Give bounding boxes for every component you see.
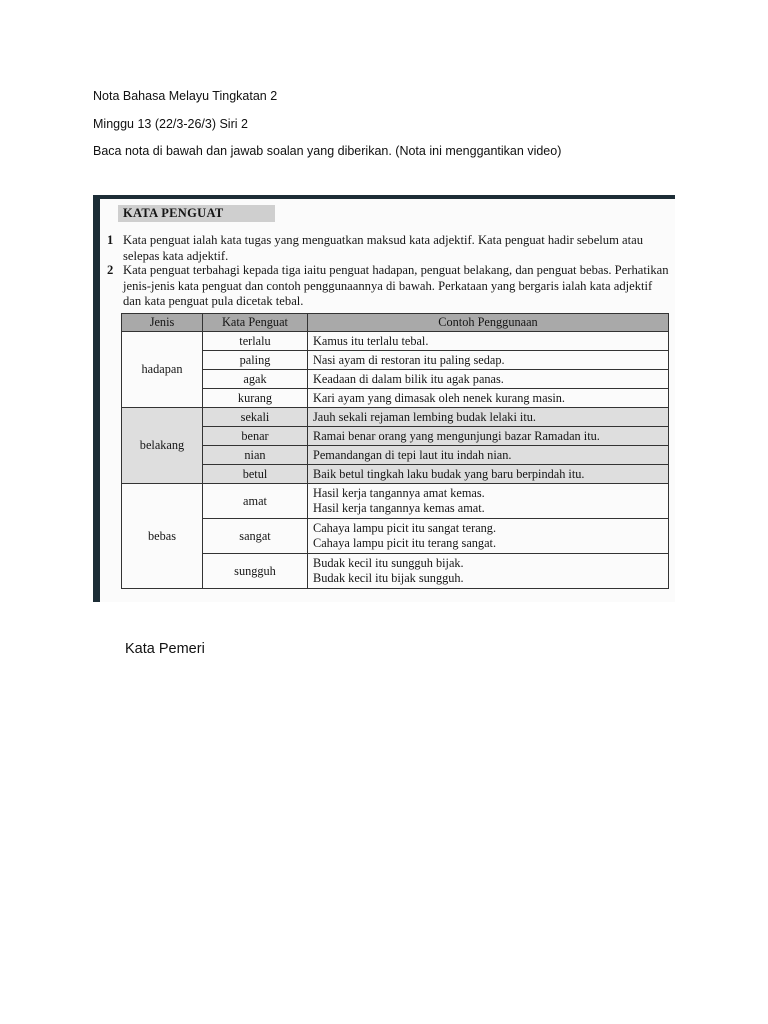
- kata-penguat-cell: sekali: [203, 408, 308, 427]
- kata-penguat-cell: sangat: [203, 519, 308, 554]
- excerpt-title: KATA PENGUAT: [118, 205, 275, 222]
- example-sentence: Budak kecil itu sungguh bijak.: [313, 556, 464, 570]
- kata-penguat-cell: nian: [203, 446, 308, 465]
- jenis-cell: hadapan: [122, 332, 203, 408]
- table-row: [122, 554, 669, 589]
- point-number: 1: [107, 233, 114, 247]
- example-sentence: Budak kecil itu bijak sungguh.: [313, 571, 464, 585]
- contoh-cell: [308, 351, 669, 370]
- table-row: [122, 332, 669, 351]
- kata-penguat-cell: amat: [203, 484, 308, 519]
- table-row: [122, 351, 669, 370]
- contoh-cell: [308, 332, 669, 351]
- contoh-cell: [308, 465, 669, 484]
- point-text: Kata penguat terbahagi kepada tiga iaitu penguat hadapan, penguat belakang, dan penguat bebas. Perhatikan jenis-jenis kata penguat dan contoh penggunaannya di bawah. Perkataan yang bergaris ialah kata adjektif dan kata penguat pula dicetak tebal.: [123, 263, 669, 308]
- example-sentence: Kamus itu terlalu tebal.: [313, 333, 429, 348]
- point-number: 2: [107, 263, 114, 277]
- contoh-cell: [308, 554, 669, 589]
- example-sentence: Jauh sekali rejaman lembing budak lelaki itu.: [313, 409, 536, 424]
- scan-top-edge: [93, 195, 675, 199]
- jenis-cell: belakang: [122, 408, 203, 484]
- section-heading-kata-pemeri: Kata Pemeri: [125, 641, 205, 657]
- table-row: [122, 484, 669, 519]
- contoh-cell: [308, 484, 669, 519]
- week-info: Minggu 13 (22/3-26/3) Siri 2: [93, 117, 248, 131]
- table-row: [122, 370, 669, 389]
- kata-penguat-cell: betul: [203, 465, 308, 484]
- example-sentence: Cahaya lampu picit itu sangat terang.: [313, 521, 497, 535]
- example-sentence: Nasi ayam di restoran itu paling sedap.: [313, 352, 505, 367]
- table-row: [122, 519, 669, 554]
- example-sentence: Keadaan di dalam bilik itu agak panas.: [313, 371, 504, 386]
- contoh-cell: [308, 446, 669, 465]
- table-row: [122, 427, 669, 446]
- kata-penguat-cell: paling: [203, 351, 308, 370]
- contoh-cell: [308, 370, 669, 389]
- table-row: [122, 446, 669, 465]
- table-row: [122, 465, 669, 484]
- jenis-cell: bebas: [122, 484, 203, 589]
- scanned-excerpt: [93, 195, 675, 602]
- document-title: Nota Bahasa Melayu Tingkatan 2: [93, 89, 278, 103]
- example-sentence: Hasil kerja tangannya amat kemas.: [313, 486, 485, 500]
- example-sentence: Ramai benar orang yang mengunjungi bazar Ramadan itu.: [313, 428, 600, 443]
- table-row: [122, 389, 669, 408]
- contoh-cell: [308, 427, 669, 446]
- instruction-text: Baca nota di bawah dan jawab soalan yang diberikan. (Nota ini menggantikan video): [93, 144, 562, 158]
- table-header-row: [122, 314, 669, 332]
- contoh-cell: [308, 408, 669, 427]
- kata-penguat-cell: benar: [203, 427, 308, 446]
- point-text: Kata penguat ialah kata tugas yang menguatkan maksud kata adjektif. Kata penguat hadir sebelum atau selepas kata adjektif.: [123, 233, 644, 263]
- kata-penguat-table: [121, 313, 669, 589]
- table-row: [122, 408, 669, 427]
- kata-penguat-cell: terlalu: [203, 332, 308, 351]
- point-1: [107, 233, 669, 264]
- column-header-kata-penguat: Kata Penguat: [203, 314, 308, 332]
- kata-penguat-cell: agak: [203, 370, 308, 389]
- example-sentence: Pemandangan di tepi laut itu indah nian.: [313, 447, 512, 462]
- kata-penguat-cell: sungguh: [203, 554, 308, 589]
- point-2: [107, 263, 669, 310]
- example-sentence: Cahaya lampu picit itu terang sangat.: [313, 536, 497, 550]
- scan-edge: [93, 195, 100, 602]
- example-sentence: Kari ayam yang dimasak oleh nenek kurang masin.: [313, 390, 566, 405]
- example-sentence: Baik betul tingkah laku budak yang baru berpindah itu.: [313, 466, 585, 481]
- kata-penguat-cell: kurang: [203, 389, 308, 408]
- column-header-jenis: Jenis: [122, 314, 203, 332]
- contoh-cell: [308, 389, 669, 408]
- example-sentence: Hasil kerja tangannya kemas amat.: [313, 501, 485, 515]
- contoh-cell: [308, 519, 669, 554]
- column-header-contoh: Contoh Penggunaan: [308, 314, 669, 332]
